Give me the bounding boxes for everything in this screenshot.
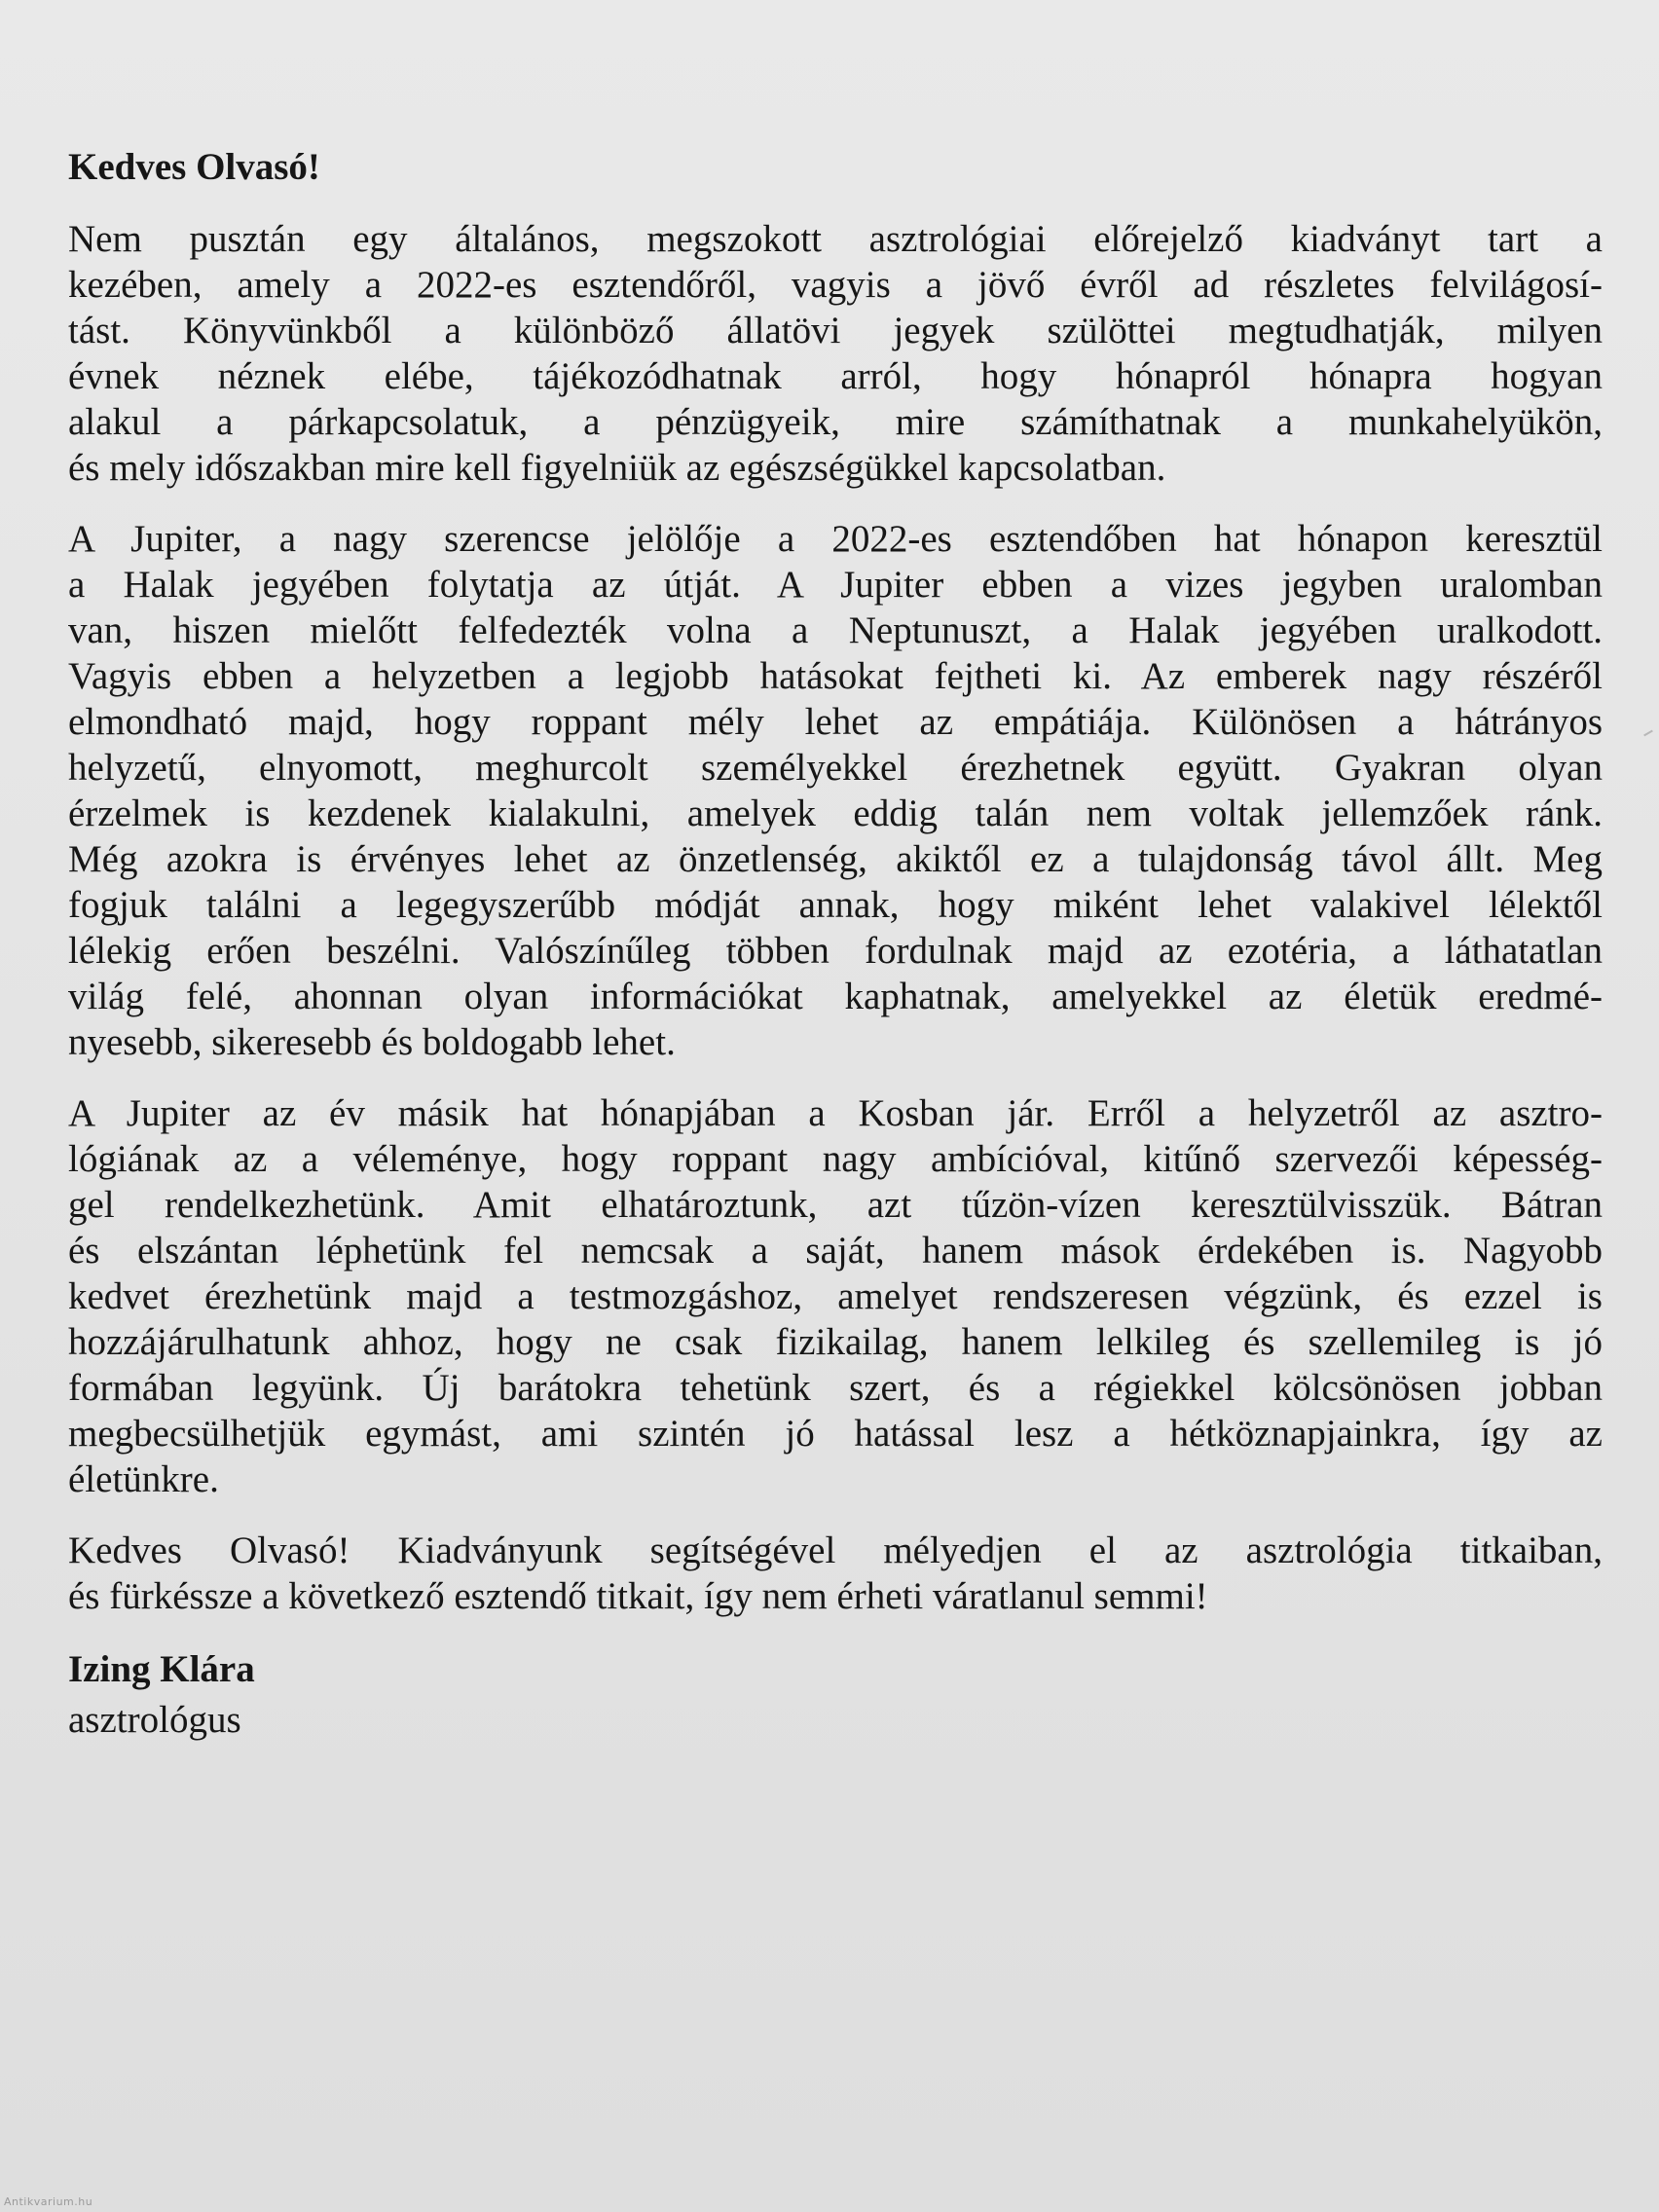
paragraph-line: tást. Könyvünkből a különböző állatövi jegyek szülöttei megtudhatják, milyen [68, 310, 1603, 351]
greeting-heading: Kedves Olvasó! [68, 146, 320, 188]
paragraph-line: gel rendelkezhetünk. Amit elhatároztunk, azt tűzön-vízen keresztülvisszük. Bátran [68, 1184, 1603, 1226]
paragraph-line: lélekig erően beszélni. Valószínűleg többen fordulnak majd az ezotéria, a láthatatlan [68, 930, 1603, 972]
paragraph-line: alakul a párkapcsolatuk, a pénzügyeik, mire számíthatnak a munkahelyükön, [68, 401, 1603, 443]
paragraph-line: kedvet érezhetünk majd a testmozgáshoz, amelyet rendszeresen végzünk, és ezzel is [68, 1275, 1603, 1317]
paragraph-line: fogjuk találni a legegyszerűbb módját annak, hogy miként lehet valakivel lélektől [68, 884, 1603, 926]
paragraph [68, 516, 1603, 1065]
paragraph-line: életünkre. [68, 1458, 219, 1500]
paragraph-line: Még azokra is érvényes lehet az önzetlenség, akiktől ez a tulajdonság távol állt. Meg [68, 838, 1603, 880]
paragraphs-container [68, 216, 1603, 1619]
paragraph-line: elmondható majd, hogy roppant mély lehet az empátiája. Különösen a hátrányos [68, 701, 1603, 743]
paragraph-line: A Jupiter az év másik hat hónapjában a Kosban jár. Erről a helyzetről az asztro- [68, 1092, 1603, 1134]
paragraph-line: világ felé, ahonnan olyan információkat kaphatnak, amelyekkel az életük eredmé- [68, 976, 1603, 1017]
paragraph-line: helyzetű, elnyomott, meghurcolt személyekkel érezhetnek együtt. Gyakran olyan [68, 747, 1603, 789]
paragraph-line: nyesebb, sikeresebb és boldogabb lehet. [68, 1021, 676, 1063]
paragraph-line: és fürkéssze a következő esztendő titkait, így nem érheti váratlanul semmi! [68, 1575, 1208, 1617]
paragraph [68, 1090, 1603, 1502]
paragraph-line: és elszántan léphetünk fel nemcsak a saját, hanem mások érdekében is. Nagyobb [68, 1230, 1603, 1272]
paragraph-line: formában legyünk. Új barátokra tehetünk szert, és a régiekkel kölcsönösen jobban [68, 1367, 1603, 1409]
foreword-text [68, 144, 1603, 1746]
watermark-text: Antikvarium.hu [4, 2195, 93, 2208]
paragraph [68, 1528, 1603, 1619]
paragraph-line: A Jupiter, a nagy szerencse jelölője a 2022-es esztendőben hat hónapon keresztül [68, 518, 1603, 560]
paragraph-line: Nem pusztán egy általános, megszokott asztrológiai előrejelző kiadványt tart a [68, 218, 1603, 260]
author-role: asztrológus [68, 1699, 241, 1741]
paragraph-line: hozzájárulhatunk ahhoz, hogy ne csak fizikailag, hanem lelkileg és szellemileg is jó [68, 1321, 1603, 1363]
paragraph-line: lógiának az a véleménye, hogy roppant nagy ambícióval, kitűnő szervezői képesség- [68, 1138, 1603, 1180]
paragraph-line: megbecsülhetjük egymást, ami szintén jó hatással lesz a hétköznapjainkra, így az [68, 1413, 1603, 1455]
signature-block [68, 1644, 1603, 1746]
paragraph-line: Kedves Olvasó! Kiadványunk segítségével mélyedjen el az asztrológia titkaiban, [68, 1530, 1603, 1571]
paragraph-line: kezében, amely a 2022-es esztendőről, vagyis a jövő évről ad részletes felvilágosí- [68, 264, 1603, 306]
page-scratch-mark [1643, 730, 1653, 737]
paragraph-line: a Halak jegyében folytatja az útját. A Jupiter ebben a vizes jegyben uralomban [68, 564, 1603, 606]
paragraph-line: Vagyis ebben a helyzetben a legjobb hatásokat fejtheti ki. Az emberek nagy részéről [68, 655, 1603, 697]
paragraph-line: és mely időszakban mire kell figyelniük az egészségükkel kapcsolatban. [68, 447, 1166, 489]
paragraph-line: évnek néznek elébe, tájékozódhatnak arról, hogy hónapról hónapra hogyan [68, 355, 1603, 397]
paragraph-line: érzelmek is kezdenek kialakulni, amelyek eddig talán nem voltak jellemzőek ránk. [68, 793, 1603, 834]
author-name: Izing Klára [68, 1648, 255, 1690]
paragraph-line: van, hiszen mielőtt felfedezték volna a Neptunuszt, a Halak jegyében uralkodott. [68, 609, 1603, 651]
paragraph [68, 216, 1603, 491]
